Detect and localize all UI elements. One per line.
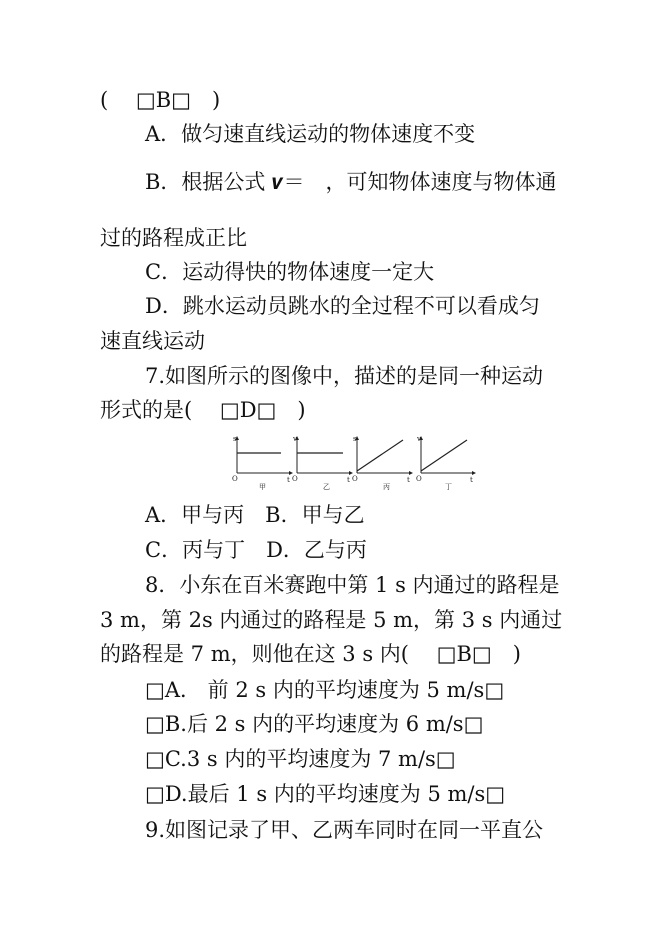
text-line: □A． 前 2 s 内的平均速度为 5 m/s□ (145, 678, 505, 702)
text-line: □D.最后 1 s 内的平均速度为 5 m/s□ (145, 782, 506, 806)
text-line: 过的路程成正比 (100, 226, 247, 250)
graph-ding-x-label: t (470, 476, 473, 484)
graph-ding-origin: O (416, 475, 422, 483)
text-line: 7.如图所示的图像中，描述的是同一种运动 (145, 364, 544, 388)
graph-yi-x-label: t (347, 476, 350, 484)
graph-bing-line (357, 440, 403, 471)
graph-bing-origin: O (352, 475, 358, 483)
graph-bing (352, 435, 411, 491)
graphs-svg (231, 433, 476, 491)
graph-yi-y-label: v (293, 435, 297, 443)
graph-bing-caption: 丙 (383, 483, 390, 491)
text-line: □B.后 2 s 内的平均速度为 6 m/s□ (145, 712, 484, 736)
text-line: A．甲与丙 B．甲与乙 (145, 503, 365, 527)
text-line: C．丙与丁 D．乙与丙 (145, 538, 367, 562)
text-line: A．做匀速直线运动的物体速度不变 (145, 122, 476, 146)
text-line: B．根据公式 𝒗＝ ，可知物体速度与物体通 (145, 170, 557, 194)
text-line: D．跳水运动员跳水的全过程不可以看成匀 (145, 294, 540, 318)
text-line: 3 m，第 2s 内通过的路程是 5 m，第 3 s 内通过 (100, 608, 563, 632)
graph-jia-y-label: s (233, 435, 237, 443)
graph-ding-caption: 丁 (445, 483, 452, 491)
graph-jia-caption: 甲 (259, 483, 266, 491)
text-line: 9.如图记录了甲、乙两车同时在同一平直公 (145, 818, 544, 842)
text-line: 形式的是( □D□ ) (100, 398, 306, 422)
graph-jia-origin: O (232, 475, 238, 483)
motion-graphs-figure (231, 433, 476, 491)
graph-ding (416, 435, 474, 491)
text-line: ( □B□ ) (100, 88, 221, 112)
text-line: 速直线运动 (100, 329, 205, 353)
text-line: 8．小东在百米赛跑中第 1 s 内通过的路程是 (145, 573, 560, 597)
text-line: □C.3 s 内的平均速度为 7 m/s□ (145, 747, 456, 771)
graph-jia-x-label: t (287, 476, 290, 484)
graph-jia (232, 435, 291, 491)
graph-yi-origin: O (292, 475, 298, 483)
graph-bing-y-label: s (353, 435, 357, 443)
graph-ding-line (421, 440, 467, 471)
graph-yi-caption: 乙 (323, 483, 330, 491)
graph-bing-x-label: t (407, 476, 410, 484)
text-line: 的路程是 7 m，则他在这 3 s 内( □B□ ) (100, 642, 521, 666)
graph-ding-y-label: v (417, 435, 421, 443)
text-line: C．运动得快的物体速度一定大 (145, 260, 435, 284)
graph-yi (292, 435, 351, 491)
